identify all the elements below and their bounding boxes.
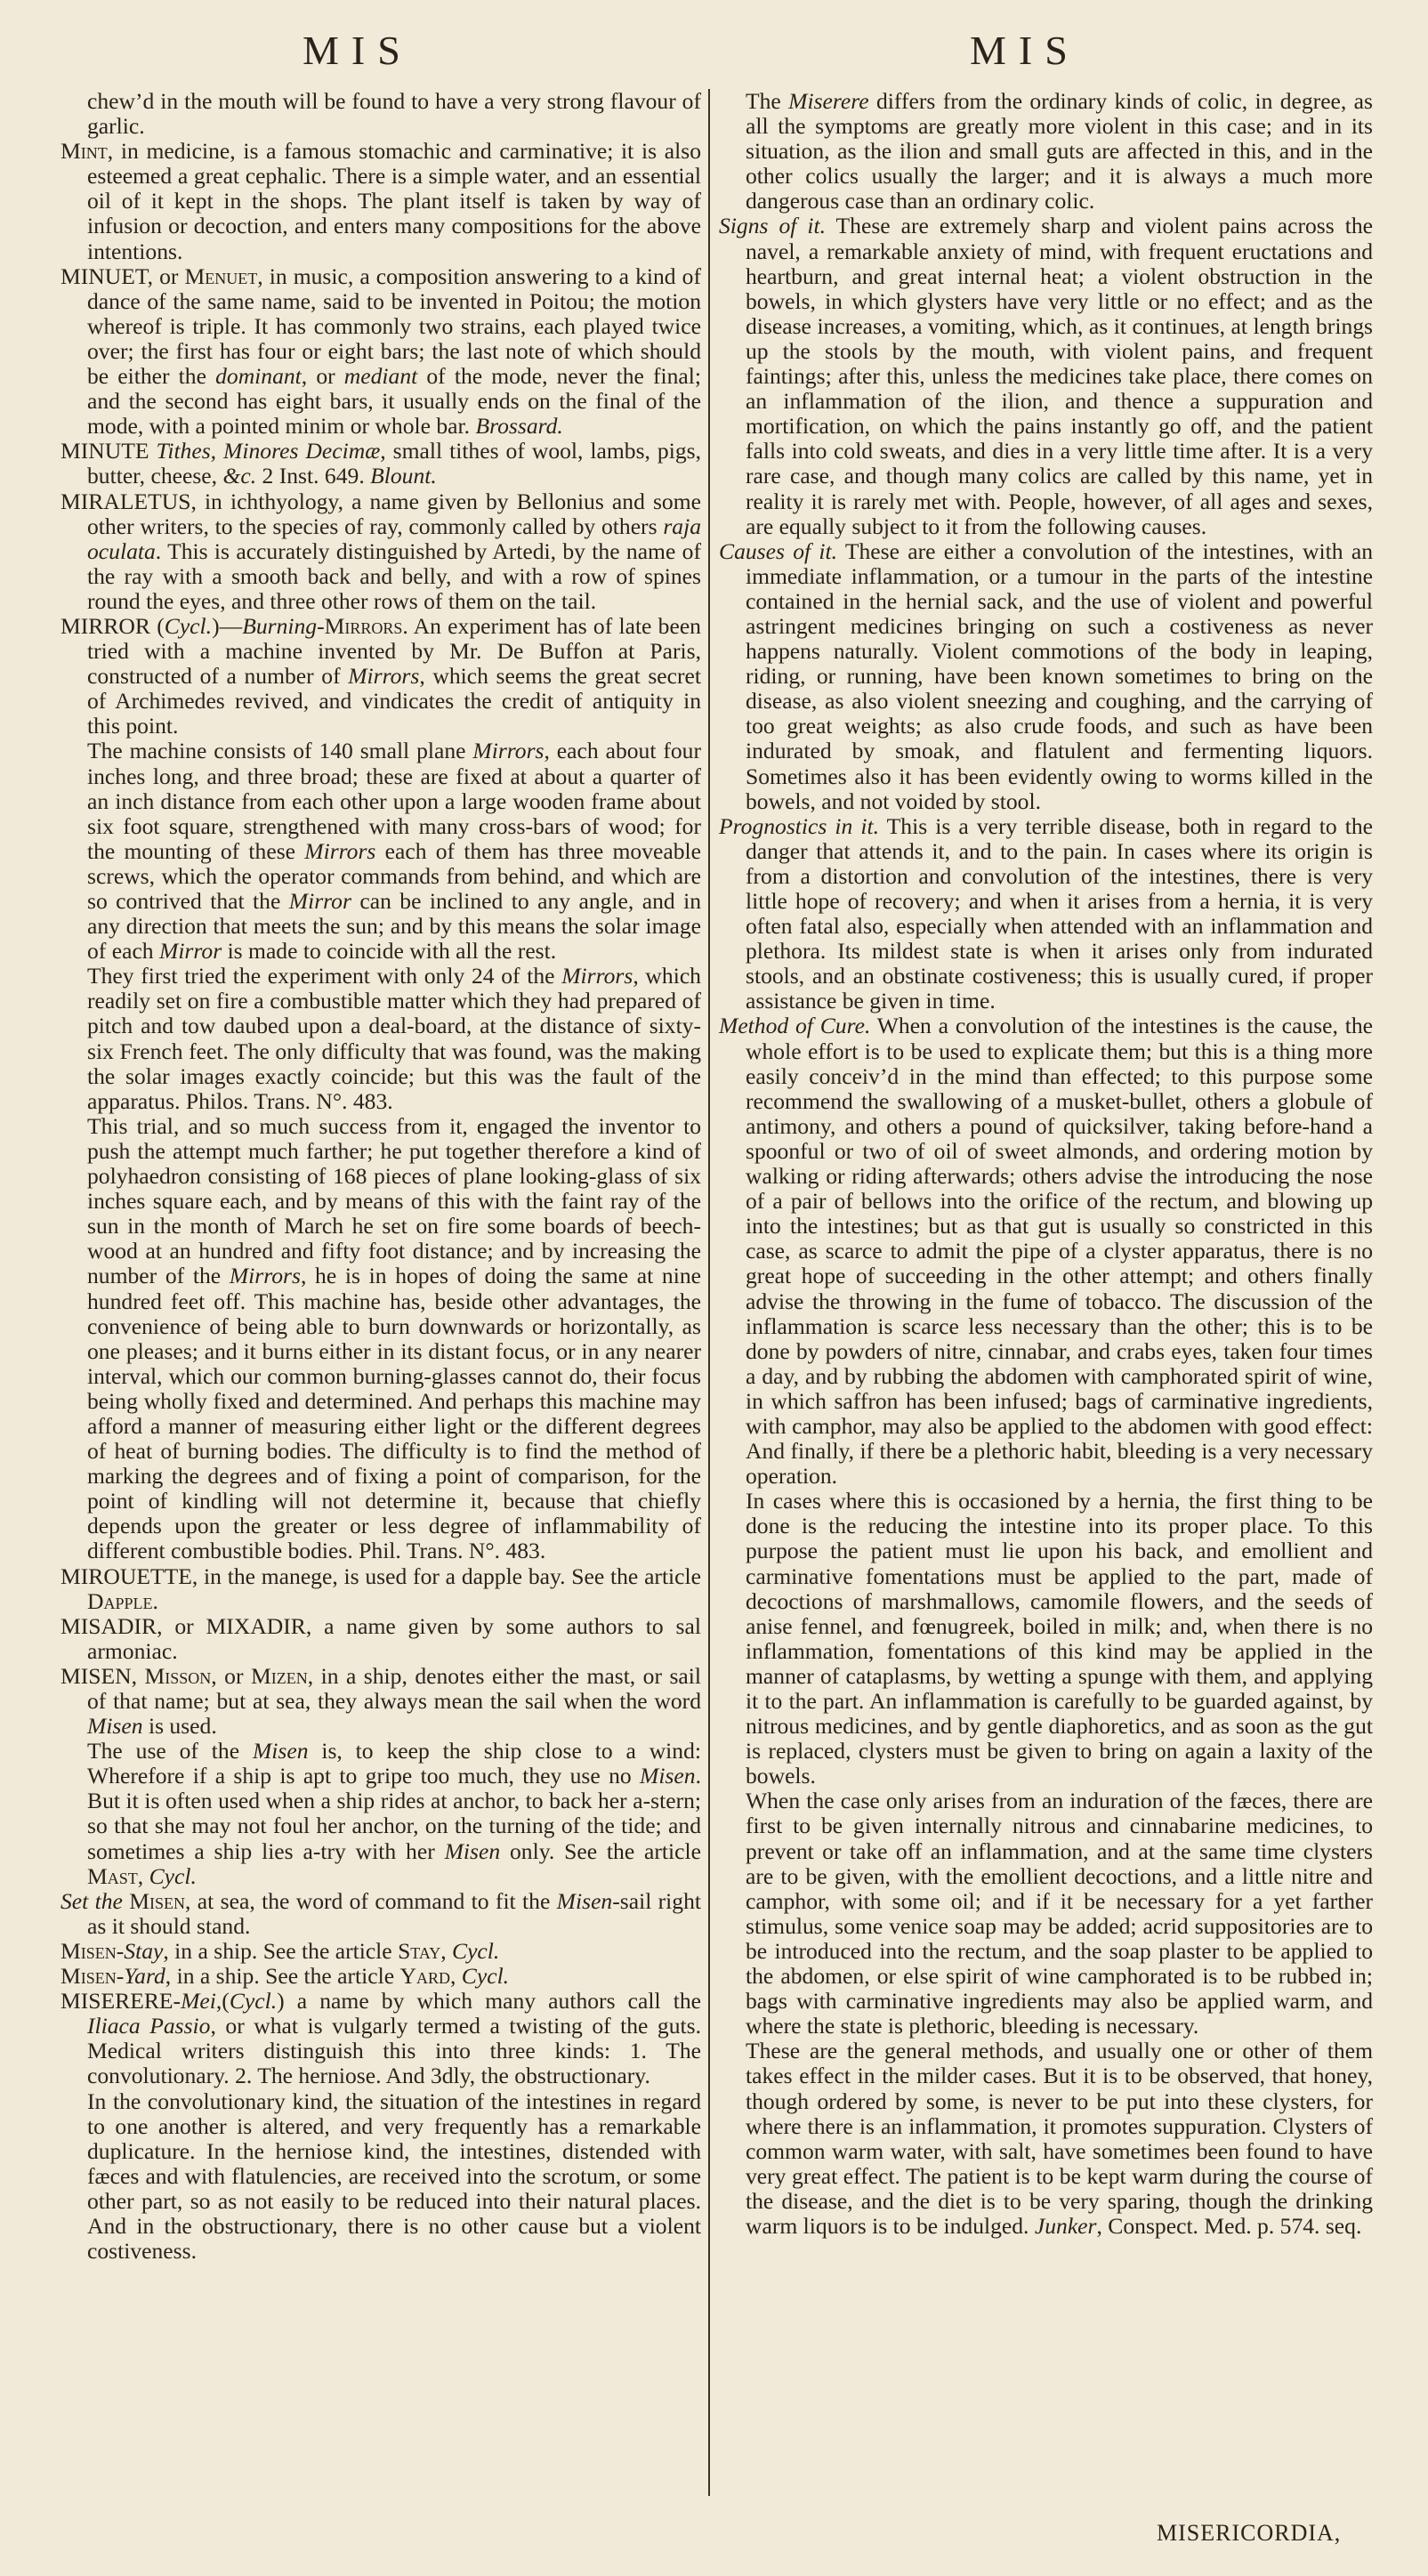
italic-text: Signs of it.: [719, 213, 826, 239]
italic-text: Junker: [1034, 2212, 1097, 2239]
text-run: MINUTE: [61, 438, 157, 464]
text-run: can be inclined to any angle, and in any direction that meets the sun; and by this means the solar image of each: [87, 888, 701, 965]
text-run: MISEN,: [61, 1662, 145, 1689]
text-run: is made to coincide with all the rest.: [222, 938, 557, 965]
text-run: MIROUETTE, in the manege, is used for a dapple bay. See the article: [61, 1563, 701, 1589]
paragraph: [719, 89, 1373, 214]
small-caps-text: Misen: [129, 1887, 186, 1914]
italic-text: Iliaca Passio: [87, 2013, 211, 2039]
text-run: MISERERE-: [61, 1988, 182, 2015]
italic-text: Misen: [252, 1738, 309, 1764]
italic-text: dominant: [215, 363, 302, 390]
italic-text: Yard: [124, 1963, 165, 1990]
italic-text: Causes of it.: [719, 537, 838, 564]
text-run: When a convolution of the intestines is the cause, the whole effort is to be used to explicate them; but this is a thing more easily conceiv’d in the mind than effected; to this purpose some recommend the swallowing of a musket-bullet, others a globule of antimony, and others a pound of quicksilver, taking before-hand a spoonful or two of oil of sweet almonds, and ordering motion by walking or riding afterwards; others advise the introducing the nose of a pair of bellows into the orifice of the rectum, and blowing up into the intestines; but as that gut is usually so constricted in this case, as scarce to admit the pipe of a clyster apparatus, there is no great hope of succeeding in the other attempt; and others finally advise the throwing in the fume of tobacco. The discussion of the inflammation is scarce less necessary than the other; this is to be done by powders of nitre, cinnabar, and crabs eyes, taken four times a day, and by rubbing the abdomen with camphorated spirit of wine, in which saffron has been infused; bags of carminative ingredients, with camphor, may also be applied to the abdomen with good effect: And finally, if there be a plethoric habit, bleeding is a very necessary operation.: [746, 1013, 1373, 1490]
text-run: MISADIR, or MIXADIR, a name given by some authors to sal armoniac.: [61, 1612, 701, 1664]
paragraph: [61, 1614, 701, 1664]
text-run: .: [152, 1587, 158, 1614]
text-run: ) a name by which many authors call the: [277, 1988, 701, 2015]
paragraph: [61, 1739, 701, 1889]
paragraph: [719, 814, 1373, 1014]
text-run: -: [116, 1963, 125, 1990]
paragraph: [61, 1564, 701, 1614]
paragraph: [61, 1964, 701, 1989]
text-run: ,(: [215, 1988, 230, 2015]
text-run: , in a ship, denotes either the mast, or sail of that name; but at sea, they always mean the sail when the word: [87, 1662, 702, 1714]
text-run: , or: [211, 1662, 251, 1689]
paragraph: [61, 139, 701, 263]
paragraph: [719, 539, 1373, 814]
text-run: These are either a convolution of the intestines, with an immediate inflammation, or a tumour in the parts of the intestine contained in the hernial sack, and the use of violent and powerful astringent medicines bringing on such a costiveness as never happens naturally. Violent commotions of the body in leaping, riding, or running, have been known sometimes to bring on the disease, as also violent sneezing and coughing, and the carrying of too great weights; as also crude foods, and such as have been indurated by smoak, and flatulent and fermenting liquors. Sometimes also it has been evidently owing to worms killed in the bowels, and not voided by stool.: [746, 537, 1373, 814]
italic-text: Mirrors: [348, 663, 420, 690]
paragraph: [719, 2039, 1373, 2239]
text-run: This is a very terrible disease, both in regard to the danger that attends it, and to the pain. In cases where its origin is from a distortion and convolution of the intestines, there is very little hope of recovery; and when it arises from a hernia, it is very often fatal also, especially when attended with an inflammation and plethora. Its mildest state is when it arises only from indurated stools, and an obstinate costiveness; this is usually cured, if proper assistance be given in time.: [746, 812, 1373, 1014]
text-run: MINUET, or: [61, 262, 185, 289]
italic-text: Cycl.: [149, 1862, 197, 1889]
italic-text: Cycl.: [461, 1963, 510, 1990]
italic-text: Mirrors: [472, 738, 545, 764]
text-run: In the convolutionary kind, the situation of the intestines in regard to one another is altered, and very frequently has a remarkable duplicature. In the herniose kind, the intestines, distended with fæces and with flatulencies, are received into the scrotum, or some other part, so as not easily to be reduced into their natural places. And in the obstructionary, there is no other cause but a violent costiveness.: [87, 2087, 701, 2265]
paragraph: [61, 2089, 701, 2265]
italic-text: Misen: [556, 1887, 613, 1914]
right-column: [719, 89, 1373, 2239]
text-run: differs from the ordinary kinds of colic, in degree, as all the symptoms are greatly more violent in this case; and in its situation, as the ilion and small guts are affected in this, and in the other colics usually the larger; and it is always a much more dangerous case than an ordinary colic.: [746, 88, 1373, 214]
italic-text: Mirrors: [304, 837, 376, 864]
italic-text: Misen: [640, 1763, 696, 1789]
italic-text: Prognostics in it.: [719, 812, 880, 839]
italic-text: Misen: [444, 1837, 501, 1864]
paragraph: [61, 1664, 701, 1739]
text-run: ,: [440, 1937, 452, 1964]
small-caps-text: Stay: [398, 1937, 441, 1964]
small-caps-text: Mast: [87, 1862, 138, 1889]
italic-text: Set the: [61, 1887, 123, 1914]
text-run: , each about four inches long, and three broad; these are fixed at about a quarter of an inch distance from each other upon a large wooden frame about six foot square, strengthened with many cross-bars of wood; for the mounting of these: [87, 738, 701, 864]
text-run: of the mode, never the final; and the second has eight bars, it usually ends on the final of the mode, with a pointed minim or whole bar.: [87, 363, 702, 440]
italic-text: Cycl.: [229, 1988, 278, 2015]
column-divider: [708, 89, 710, 2496]
text-run: The: [746, 88, 789, 114]
text-run: is, to keep the ship close to a wind: Wherefore if a ship is apt to gripe too much, they use no: [87, 1738, 701, 1789]
text-run: , in music, a composition answering to a kind of dance of the same name, said to be invented in Poitou; the motion whereof is triple. It has commonly two strains, each played twice over; the first has four or eight bars; the last note of which should be either the: [87, 262, 701, 390]
paragraph: [61, 614, 701, 739]
text-run: is used.: [142, 1713, 217, 1740]
italic-text: Tithes, Minores Decimæ,: [156, 438, 386, 464]
text-run: MIRROR (: [61, 612, 165, 639]
text-run: , in a ship. See the article: [165, 1963, 400, 1990]
text-run: -sail right as it should stand.: [87, 1887, 702, 1939]
text-run: When the case only arises from an induration of the fæces, there are first to be given internally nitrous and cinnabarine medicines, to prevent or take off an inflammation, and at the same time clysters are to be given, with the emollient decoctions, and a little nitre and camphor, with some oil; and if it be necessary for a yet farther stimulus, some venice soap may be added; acrid suppositories are to be introduced into the rectum, and the soap plaster to be applied to the abdomen, or else spirit of wine camphorated is to be rubbed in; bags with carminative ingredients may also be applied warm, and where the state is plethoric, bleeding is necessary.: [746, 1788, 1373, 2039]
text-run: , in medicine, is a famous stomachic and carminative; it is also esteemed a great cephalic. There is a simple water, and an essential oil of it kept in the shops. The plant itself is taken by way of infusion or decoction, and enters many compositions for the above intentions.: [87, 138, 701, 264]
small-caps-text: Yard: [399, 1963, 450, 1990]
italic-text: Mei: [181, 1988, 216, 2015]
text-run: These are the general methods, and usually one or other of them takes effect in the milder cases. But it is to be observed, that honey, though ordered by some, is never to be put into these clysters, for where there is an inflammation, it promotes suppuration. Clysters of common warm water, with salt, have sometimes been found to have very great effect. The patient is to be kept warm during the course of the disease, and the diet is to be very sparing, though the drinking warm liquors is to be indulged.: [746, 2038, 1373, 2239]
text-run: In cases where this is occasioned by a hernia, the first thing to be done is the reducing the intestine into its proper place. To this purpose the patient must lie upon his back, and emollient and carminative fomentations must be applied to the part, made of decoctions of marshmallows, camomile flowers, and the seeds of anise fennel, and fœnugreek, boiled in milk; and, when there is no inflammation, fomentations of this kind may be applied in the manner of cataplasms, by wetting a spunge with them, and applying it to the part. An inflammation is carefully to be guarded against, by nitrous medicines, and by gentle diaphoretics, and as soon as the gut is replaced, clysters must be given to bring on again a laxity of the bowels.: [746, 1488, 1373, 1789]
italic-text: Burning: [242, 612, 318, 639]
italic-text: raja oculata: [87, 513, 701, 564]
italic-text: Cycl.: [452, 1937, 500, 1964]
text-run: )—: [212, 612, 243, 639]
text-run: The use of the: [87, 1738, 253, 1764]
text-run: small tithes of wool, lambs, pigs, butter, cheese,: [87, 438, 701, 489]
text-run: , which seems the great secret of Archimedes revived, and vindicates the credit of antiquity in this point.: [87, 663, 701, 739]
text-run: ,: [137, 1862, 149, 1889]
text-run: They first tried the experiment with only 24 of the: [87, 963, 562, 989]
text-run: -: [317, 612, 325, 639]
text-run: only. See the article: [500, 1837, 701, 1864]
text-run: The machine consists of 140 small plane: [87, 738, 473, 764]
header-right: MIS: [970, 28, 1080, 73]
text-run: . An experiment has of late been tried with a machine invented by Mr. De Buffon at Paris, constructed of a number of: [87, 612, 701, 690]
text-run: . This is accurately distinguished by Artedi, by the name of the ray with a smooth back and belly, and with a row of spines round the eyes, and three other rows of them on the tail.: [87, 537, 701, 614]
paragraph: [61, 89, 701, 139]
paragraph: [61, 489, 701, 614]
text-run: , he is in hopes of doing the same at nine hundred feet off. This machine has, beside other advantages, the convenience of being able to burn downwards or horizontally, as one pleases; and it burns either in its distant focus, or in any nearer interval, which our common burning-glasses cannot do, their focus being wholly fixed and determined. And perhaps this machine may afford a manner of measuring either light or the different degrees of heat of burning bodies. The difficulty is to find the method of marking the degrees and of fixing a point of comparison, for the point of kindling will not determine it, because that chiefly depends upon the greater or less degree of inflammability of different combustible bodies. Phil. Trans. N°. 483.: [87, 1263, 701, 1564]
italic-text: mediant: [343, 363, 418, 390]
text-run: , which readily set on fire a combustible matter which they had prepared of pitch and tow daubed upon a deal-board, at the distance of sixty-six French feet. The only difficulty that was found, was the making the solar images exactly coincide; but this was the fault of the apparatus. Philos. Trans. N°. 483.: [87, 963, 701, 1114]
text-run: , at sea, the word of command to fit the: [185, 1887, 557, 1914]
small-caps-text: Dapple: [87, 1587, 153, 1614]
italic-text: Blount.: [370, 463, 437, 489]
paragraph: [61, 264, 701, 440]
paragraph: [61, 1939, 701, 1964]
paragraph: [719, 214, 1373, 538]
paragraph: [61, 739, 701, 964]
italic-text: Mirrors: [561, 963, 633, 989]
italic-text: Method of Cure.: [719, 1013, 871, 1039]
text-run: , Conspect. Med. p. 574. seq.: [1096, 2212, 1362, 2239]
italic-text: Cycl.: [164, 612, 213, 639]
paragraph: [719, 1013, 1373, 1489]
small-caps-text: Misen: [61, 1963, 117, 1990]
italic-text: Mirrors: [229, 1263, 301, 1289]
running-header: [0, 27, 1428, 80]
left-column: [61, 89, 701, 2264]
paragraph: [61, 1114, 701, 1564]
text-run: This trial, and so much success from it, engaged the inventor to push the attempt much farther; he put together therefore a kind of polyhaedron consisting of 168 pieces of plane looking-glass of six inches square each, and by means of this with the faint ray of the sun in the month of March he set on fire some boards of beech-wood at an hundred and fifty foot distance; and by increasing the number of the: [87, 1112, 701, 1289]
italic-text: Stay: [124, 1937, 164, 1964]
text-run: , or what is vulgarly termed a twisting of the guts. Medical writers distinguish this into three kinds: 1. The convolutionary. 2. The herniose. And 3dly, the obstructionary.: [87, 2013, 701, 2089]
paragraph: [719, 1489, 1373, 1789]
text-run: chew’d in the mouth will be found to have a very strong flavour of garlic.: [87, 88, 701, 140]
paragraph: [61, 439, 701, 489]
italic-text: Miserere: [788, 88, 869, 114]
italic-text: Brossard.: [475, 413, 563, 440]
text-run: 2 Inst. 649.: [256, 463, 371, 489]
small-caps-text: Mint: [61, 138, 108, 165]
small-caps-text: Misson: [144, 1662, 212, 1689]
paragraph: [719, 1789, 1373, 2039]
text-run: -: [116, 1937, 125, 1964]
small-caps-text: Menuet: [184, 262, 258, 289]
small-caps-text: Misen: [61, 1937, 117, 1964]
small-caps-text: Mizen: [250, 1662, 308, 1689]
small-caps-text: Mirrors: [324, 612, 403, 639]
text-run: . But it is often used when a ship rides at anchor, to back her a-stern; so that she may not foul her anchor, on the turning of the tide; and sometimes a ship lies a-try with her: [87, 1763, 701, 1864]
italic-text: &c.: [222, 463, 257, 489]
text-run: MIRALETUS, in ichthyology, a name given by Bellonius and some other writers, to the species of ray, commonly called by others: [61, 488, 701, 539]
catchword: MISERICORDIA,: [1157, 2520, 1342, 2546]
italic-text: Misen: [87, 1713, 143, 1740]
paragraph: [61, 964, 701, 1114]
text-run: , or: [301, 363, 344, 390]
italic-text: Mirror: [159, 938, 222, 965]
text-run: ,: [449, 1963, 462, 1990]
paragraph: [61, 1889, 701, 1939]
text-run: , in a ship. See the article: [163, 1937, 399, 1964]
paragraph: [61, 1989, 701, 2088]
header-left: MIS: [303, 28, 413, 73]
text-run: These are extremely sharp and violent pains across the navel, a remarkable anxiety of mind, with frequent eructations and heartburn, and great internal heat; a violent obstruction in the bowels, in which glysters have very little or no effect; and as the disease increases, a vomiting, which, as it continues, at length brings up the stools by the mouth, with violent pains, and frequent faintings; after this, unless the medicines take place, there comes on an inflammation of the ilion, and thence a suppuration and mortification, on which the pains instantly go off, and the patient falls into cold sweats, and dies in a very little time after. It is a very rare case, and though many colics are called by this name, yet in reality it is rarely met with. People, however, of all ages and sexes, are equally subject to it from the following causes.: [746, 213, 1373, 539]
text-run: each of them has three moveable screws, which the operator commands from behind, and which are so contrived that the: [87, 837, 701, 914]
italic-text: Mirror: [288, 888, 351, 914]
